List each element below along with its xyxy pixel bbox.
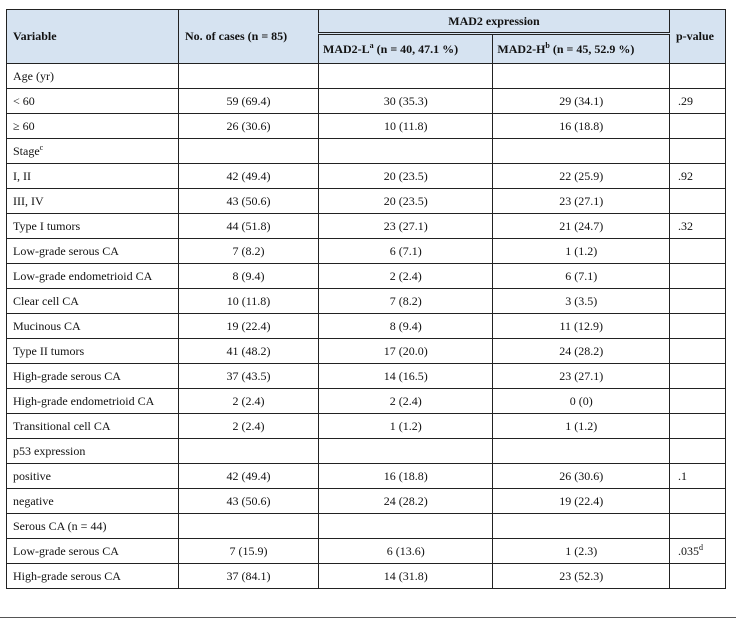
row-p-value bbox=[670, 414, 726, 439]
row-p-value-footnote-mark: d bbox=[699, 542, 703, 552]
row-label bbox=[7, 114, 179, 139]
row-cases-text: 37 (84.1) bbox=[226, 568, 271, 583]
row-cases-text: 2 (2.4) bbox=[232, 393, 265, 408]
row-label-text: High-grade serous CA bbox=[13, 368, 121, 383]
row-mad2-high-text: 23 (27.1) bbox=[559, 368, 604, 383]
table-row bbox=[7, 389, 726, 414]
row-label bbox=[7, 364, 179, 389]
row-p-value bbox=[670, 189, 726, 214]
row-cases-text: 19 (22.4) bbox=[226, 318, 271, 333]
row-label bbox=[7, 239, 179, 264]
row-label-text: Transitional cell CA bbox=[13, 418, 111, 433]
table-row bbox=[7, 139, 726, 164]
row-mad2-high-text: 16 (18.8) bbox=[559, 118, 604, 133]
row-mad2-low bbox=[319, 114, 493, 139]
row-cases bbox=[179, 489, 319, 514]
row-cases bbox=[179, 339, 319, 364]
row-mad2-high-text: 23 (52.3) bbox=[559, 568, 604, 583]
row-label bbox=[7, 564, 179, 589]
row-p-value bbox=[670, 239, 726, 264]
table-row bbox=[7, 264, 726, 289]
row-mad2-low bbox=[319, 189, 493, 214]
row-mad2-high-text: 6 (7.1) bbox=[565, 268, 598, 283]
row-label-text: positive bbox=[13, 468, 51, 483]
row-cases-text: 10 (11.8) bbox=[226, 293, 271, 308]
row-mad2-high-text: 26 (30.6) bbox=[559, 468, 604, 483]
table-row bbox=[7, 114, 726, 139]
row-cases bbox=[179, 189, 319, 214]
table-row bbox=[7, 239, 726, 264]
row-mad2-high-text: 29 (34.1) bbox=[559, 93, 604, 108]
row-cases bbox=[179, 289, 319, 314]
row-cases bbox=[179, 539, 319, 564]
row-mad2-high bbox=[493, 464, 670, 489]
row-cases-text: 26 (30.6) bbox=[226, 118, 271, 133]
row-mad2-low bbox=[319, 314, 493, 339]
row-label-text: Serous CA (n = 44) bbox=[13, 518, 107, 533]
header-variable: Variable bbox=[7, 10, 179, 64]
table-row bbox=[7, 64, 726, 89]
row-cases bbox=[179, 364, 319, 389]
mad2-low-label: MAD2-L bbox=[323, 41, 370, 56]
row-mad2-low-text: 6 (7.1) bbox=[389, 243, 422, 258]
row-mad2-high bbox=[493, 164, 670, 189]
table-row bbox=[7, 289, 726, 314]
row-p-value bbox=[670, 114, 726, 139]
row-mad2-high bbox=[493, 139, 670, 164]
row-p-value-text: .035 bbox=[678, 543, 699, 558]
row-p-value bbox=[670, 364, 726, 389]
row-p-value bbox=[670, 514, 726, 539]
row-mad2-low-text: 6 (13.6) bbox=[386, 543, 425, 558]
row-mad2-low bbox=[319, 264, 493, 289]
row-label-text: Low-grade serous CA bbox=[13, 243, 119, 258]
row-label-text: negative bbox=[13, 493, 54, 508]
mad2-high-label: MAD2-H bbox=[497, 41, 546, 56]
header-cases: No. of cases (n = 85) bbox=[179, 10, 319, 64]
table-row bbox=[7, 439, 726, 464]
row-p-value bbox=[670, 89, 726, 114]
row-p-value bbox=[670, 539, 726, 564]
row-mad2-high-text: 1 (1.2) bbox=[565, 243, 598, 258]
row-cases bbox=[179, 514, 319, 539]
header-p-value: p-value bbox=[670, 10, 726, 64]
row-mad2-high-text: 11 (12.9) bbox=[559, 318, 603, 333]
row-mad2-high bbox=[493, 89, 670, 114]
row-cases bbox=[179, 464, 319, 489]
row-label bbox=[7, 464, 179, 489]
row-cases bbox=[179, 389, 319, 414]
row-label-text: Stage bbox=[13, 143, 40, 158]
header-mad2-expression: MAD2 expression bbox=[319, 10, 670, 34]
row-cases bbox=[179, 264, 319, 289]
row-label bbox=[7, 214, 179, 239]
row-mad2-low bbox=[319, 164, 493, 189]
row-cases-text: 2 (2.4) bbox=[232, 418, 265, 433]
row-mad2-low-text: 10 (11.8) bbox=[383, 118, 428, 133]
row-cases bbox=[179, 114, 319, 139]
row-label bbox=[7, 389, 179, 414]
table-row bbox=[7, 89, 726, 114]
row-label bbox=[7, 539, 179, 564]
row-label-text: High-grade serous CA bbox=[13, 568, 121, 583]
header-mad2-high bbox=[493, 34, 670, 64]
row-p-value bbox=[670, 214, 726, 239]
row-mad2-low bbox=[319, 139, 493, 164]
row-mad2-high bbox=[493, 289, 670, 314]
row-mad2-high bbox=[493, 564, 670, 589]
row-cases bbox=[179, 214, 319, 239]
row-p-value bbox=[670, 564, 726, 589]
mad2-low-footnote-mark: a bbox=[369, 40, 374, 50]
row-mad2-low-text: 16 (18.8) bbox=[383, 468, 428, 483]
table-row bbox=[7, 364, 726, 389]
data-table bbox=[6, 9, 726, 589]
row-p-value bbox=[670, 264, 726, 289]
row-label-footnote-mark: c bbox=[39, 142, 44, 152]
mad2-low-count: (n = 40, 47.1 %) bbox=[373, 41, 459, 56]
table-row bbox=[7, 189, 726, 214]
row-mad2-low-text: 14 (16.5) bbox=[383, 368, 428, 383]
row-p-value-text: .1 bbox=[678, 468, 687, 483]
row-label bbox=[7, 164, 179, 189]
row-mad2-low-text: 14 (31.8) bbox=[383, 568, 428, 583]
row-mad2-low bbox=[319, 539, 493, 564]
table-row bbox=[7, 414, 726, 439]
row-mad2-low-text: 24 (28.2) bbox=[383, 493, 428, 508]
row-label-text: Type II tumors bbox=[13, 343, 85, 358]
row-label-text: Type I tumors bbox=[13, 218, 81, 233]
row-label-text: Low-grade endometrioid CA bbox=[13, 268, 153, 283]
row-mad2-high bbox=[493, 264, 670, 289]
bottom-rule bbox=[0, 617, 736, 618]
row-label bbox=[7, 414, 179, 439]
row-label bbox=[7, 139, 179, 164]
row-mad2-low-text: 17 (20.0) bbox=[383, 343, 428, 358]
table-row bbox=[7, 489, 726, 514]
header-mad2-low bbox=[319, 34, 493, 64]
mad2-high-count: (n = 45, 52.9 %) bbox=[549, 41, 635, 56]
table-row bbox=[7, 339, 726, 364]
row-mad2-low bbox=[319, 364, 493, 389]
row-mad2-high bbox=[493, 114, 670, 139]
row-mad2-high bbox=[493, 239, 670, 264]
row-label bbox=[7, 439, 179, 464]
row-label bbox=[7, 89, 179, 114]
row-cases-text: 42 (49.4) bbox=[226, 468, 271, 483]
row-label bbox=[7, 189, 179, 214]
row-mad2-high-text: 22 (25.9) bbox=[559, 168, 604, 183]
row-label bbox=[7, 64, 179, 89]
row-label bbox=[7, 489, 179, 514]
row-label bbox=[7, 514, 179, 539]
row-mad2-low bbox=[319, 464, 493, 489]
row-label bbox=[7, 264, 179, 289]
row-cases-text: 59 (69.4) bbox=[226, 93, 271, 108]
row-p-value-text: .92 bbox=[678, 168, 693, 183]
row-mad2-high bbox=[493, 489, 670, 514]
row-cases bbox=[179, 239, 319, 264]
row-mad2-high bbox=[493, 64, 670, 89]
row-mad2-high bbox=[493, 514, 670, 539]
row-p-value bbox=[670, 64, 726, 89]
table-header bbox=[7, 10, 726, 64]
row-mad2-low bbox=[319, 289, 493, 314]
row-cases bbox=[179, 414, 319, 439]
row-mad2-low bbox=[319, 89, 493, 114]
table-row bbox=[7, 514, 726, 539]
row-cases bbox=[179, 89, 319, 114]
row-p-value-text: .32 bbox=[678, 218, 693, 233]
row-label-text: Mucinous CA bbox=[13, 318, 81, 333]
row-mad2-high-text: 19 (22.4) bbox=[559, 493, 604, 508]
row-label-text: ≥ 60 bbox=[13, 118, 35, 133]
row-mad2-high-text: 21 (24.7) bbox=[559, 218, 604, 233]
row-mad2-low bbox=[319, 489, 493, 514]
row-p-value bbox=[670, 439, 726, 464]
row-mad2-high bbox=[493, 414, 670, 439]
row-label bbox=[7, 289, 179, 314]
row-mad2-low-text: 8 (9.4) bbox=[389, 318, 422, 333]
row-cases-text: 43 (50.6) bbox=[226, 493, 271, 508]
row-mad2-high bbox=[493, 214, 670, 239]
row-cases-text: 44 (51.8) bbox=[226, 218, 271, 233]
row-cases bbox=[179, 439, 319, 464]
row-cases bbox=[179, 64, 319, 89]
row-p-value bbox=[670, 464, 726, 489]
table-row bbox=[7, 464, 726, 489]
row-mad2-high-text: 0 (0) bbox=[569, 393, 593, 408]
row-mad2-low bbox=[319, 414, 493, 439]
row-mad2-low-text: 30 (35.3) bbox=[383, 93, 428, 108]
row-mad2-low-text: 2 (2.4) bbox=[389, 393, 422, 408]
row-cases bbox=[179, 139, 319, 164]
row-mad2-low-text: 23 (27.1) bbox=[383, 218, 428, 233]
row-cases bbox=[179, 314, 319, 339]
row-p-value bbox=[670, 164, 726, 189]
row-mad2-high bbox=[493, 539, 670, 564]
row-p-value-text: .29 bbox=[678, 93, 693, 108]
row-mad2-high bbox=[493, 339, 670, 364]
row-p-value bbox=[670, 489, 726, 514]
row-label-text: < 60 bbox=[13, 93, 35, 108]
row-mad2-low bbox=[319, 514, 493, 539]
row-mad2-high-text: 23 (27.1) bbox=[559, 193, 604, 208]
row-label-text: Low-grade serous CA bbox=[13, 543, 119, 558]
row-p-value bbox=[670, 139, 726, 164]
row-mad2-high bbox=[493, 389, 670, 414]
row-cases-text: 41 (48.2) bbox=[226, 343, 271, 358]
mad2-high-footnote-mark: b bbox=[545, 40, 550, 50]
row-mad2-high bbox=[493, 189, 670, 214]
row-cases-text: 8 (9.4) bbox=[232, 268, 265, 283]
row-mad2-low bbox=[319, 64, 493, 89]
row-mad2-low-text: 1 (1.2) bbox=[389, 418, 422, 433]
row-mad2-high-text: 1 (1.2) bbox=[565, 418, 598, 433]
row-p-value bbox=[670, 314, 726, 339]
row-cases-text: 42 (49.4) bbox=[226, 168, 271, 183]
row-mad2-low bbox=[319, 239, 493, 264]
row-p-value bbox=[670, 289, 726, 314]
row-mad2-high bbox=[493, 439, 670, 464]
row-label-text: Clear cell CA bbox=[13, 293, 79, 308]
table-row bbox=[7, 214, 726, 239]
row-cases bbox=[179, 564, 319, 589]
row-mad2-high bbox=[493, 364, 670, 389]
row-label-text: Age (yr) bbox=[13, 68, 54, 83]
row-cases-text: 43 (50.6) bbox=[226, 193, 271, 208]
row-mad2-low bbox=[319, 564, 493, 589]
row-p-value bbox=[670, 389, 726, 414]
row-cases bbox=[179, 164, 319, 189]
row-mad2-low bbox=[319, 439, 493, 464]
row-mad2-high-text: 3 (3.5) bbox=[565, 293, 598, 308]
row-mad2-low bbox=[319, 214, 493, 239]
row-label-text: III, IV bbox=[13, 193, 44, 208]
table-row bbox=[7, 564, 726, 589]
table-row bbox=[7, 539, 726, 564]
row-mad2-high-text: 24 (28.2) bbox=[559, 343, 604, 358]
table-row bbox=[7, 164, 726, 189]
row-p-value bbox=[670, 339, 726, 364]
row-cases-text: 7 (15.9) bbox=[229, 543, 268, 558]
row-label-text: High-grade endometrioid CA bbox=[13, 393, 155, 408]
table-row bbox=[7, 314, 726, 339]
row-label bbox=[7, 339, 179, 364]
row-mad2-low bbox=[319, 389, 493, 414]
row-mad2-high-text: 1 (2.3) bbox=[565, 543, 598, 558]
row-mad2-low-text: 7 (8.2) bbox=[389, 293, 422, 308]
row-label-text: p53 expression bbox=[13, 443, 86, 458]
row-label bbox=[7, 314, 179, 339]
row-mad2-low-text: 2 (2.4) bbox=[389, 268, 422, 283]
row-cases-text: 37 (43.5) bbox=[226, 368, 271, 383]
row-cases-text: 7 (8.2) bbox=[232, 243, 265, 258]
table-body bbox=[7, 64, 726, 589]
row-mad2-low-text: 20 (23.5) bbox=[383, 193, 428, 208]
row-mad2-low bbox=[319, 339, 493, 364]
row-label-text: I, II bbox=[13, 168, 31, 183]
row-mad2-low-text: 20 (23.5) bbox=[383, 168, 428, 183]
row-mad2-high bbox=[493, 314, 670, 339]
